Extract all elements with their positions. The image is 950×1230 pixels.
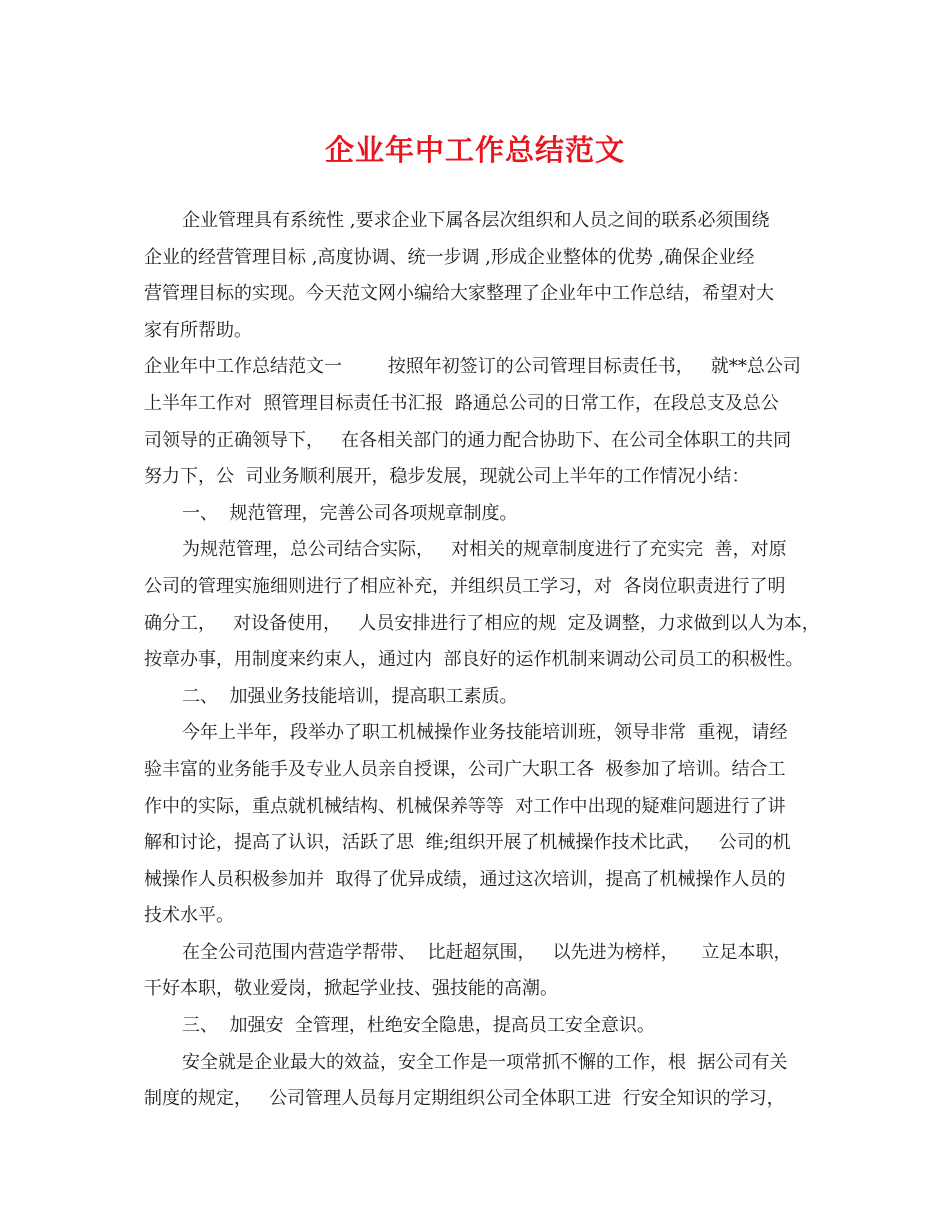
paragraph-line: 制度的规定， 公司管理人员每月定期组织公司全体职工进 行安全知识的学习， bbox=[144, 1088, 785, 1110]
paragraph-line: 为规范管理，总公司结合实际， 对相关的规章制度进行了充实完 善，对原 bbox=[182, 539, 787, 561]
paragraph-line: 作中的实际，重点就机械结构、机械保养等等 对工作中出现的疑难问题进行了讲 bbox=[144, 795, 786, 817]
paragraph-line: 三、 加强安 全管理，杜绝安全隐患，提高员工安全意识。 bbox=[182, 1015, 655, 1037]
paragraph-line: 上半年工作对 照管理目标责任书汇报 路通总公司的日常工作，在段总支及总公 bbox=[144, 392, 779, 414]
paragraph-line: 家有所帮助。 bbox=[144, 319, 252, 341]
paragraph-line: 安全就是企业最大的效益，安全工作是一项常抓不懈的工作，根 据公司有关 bbox=[182, 1051, 788, 1073]
paragraph-line: 二、 加强业务技能培训，提高职工素质。 bbox=[182, 685, 518, 707]
paragraph-line: 在全公司范围内营造学帮带、 比赶超氛围， 以先进为榜样， 立足本职， bbox=[182, 941, 792, 963]
paragraph-line: 公司的管理实施细则进行了相应补充，并组织员工学习，对 各岗位职责进行了明 bbox=[144, 575, 786, 597]
document-title: 企业年中工作总结范文 bbox=[324, 133, 625, 167]
paragraph-line: 确分工， 对设备使用， 人员安排进行了相应的规 定及调整，力求做到以人为本， bbox=[144, 612, 820, 634]
paragraph-line: 干好本职，敬业爱岗，掀起学业技、强技能的高潮。 bbox=[144, 978, 558, 1000]
document-body bbox=[144, 203, 820, 1118]
paragraph-line: 营管理目标的实现。今天范文网小编给大家整理了企业年中工作总结，希望对大 bbox=[144, 283, 774, 305]
paragraph-line: 今年上半年，段举办了职工机械操作业务技能培训班，领导非常 重视，请经 bbox=[182, 722, 788, 744]
paragraph-line: 解和讨论，提高了认识，活跃了思 维;组织开展了机械操作技术比武， 公司的机 bbox=[144, 832, 791, 854]
paragraph-line: 验丰富的业务能手及专业人员亲自授课，公司广大职工各 极参加了培训。结合工 bbox=[144, 758, 786, 780]
paragraph-line: 企业年中工作总结范文一 按照年初签订的公司管理目标责任书， 就**总公司 bbox=[144, 356, 801, 378]
paragraph-line: 一、 规范管理，完善公司各项规章制度。 bbox=[182, 502, 518, 524]
paragraph-line: 司领导的正确领导下， 在各相关部门的通力配合协助下、在公司全体职工的共同 bbox=[144, 429, 792, 451]
paragraph-line: 按章办事，用制度来约束人，通过内 部良好的运作机制来调动公司员工的积极性。 bbox=[144, 649, 804, 671]
paragraph-line: 械操作人员积极参加并 取得了优异成绩，通过这次培训，提高了机械操作人员的 bbox=[144, 868, 786, 890]
paragraph-line: 企业的经营管理目标 ,高度协调、统一步调 ,形成企业整体的优势 ,确保企业经 bbox=[144, 246, 755, 268]
paragraph-line: 企业管理具有系统性 ,要求企业下属各层次组织和人员之间的联系必须围绕 bbox=[182, 210, 770, 231]
paragraph-line: 技术水平。 bbox=[144, 905, 234, 927]
paragraph-line: 努力下，公 司业务顺利展开，稳步发展，现就公司上半年的工作情况小结： bbox=[144, 466, 750, 488]
